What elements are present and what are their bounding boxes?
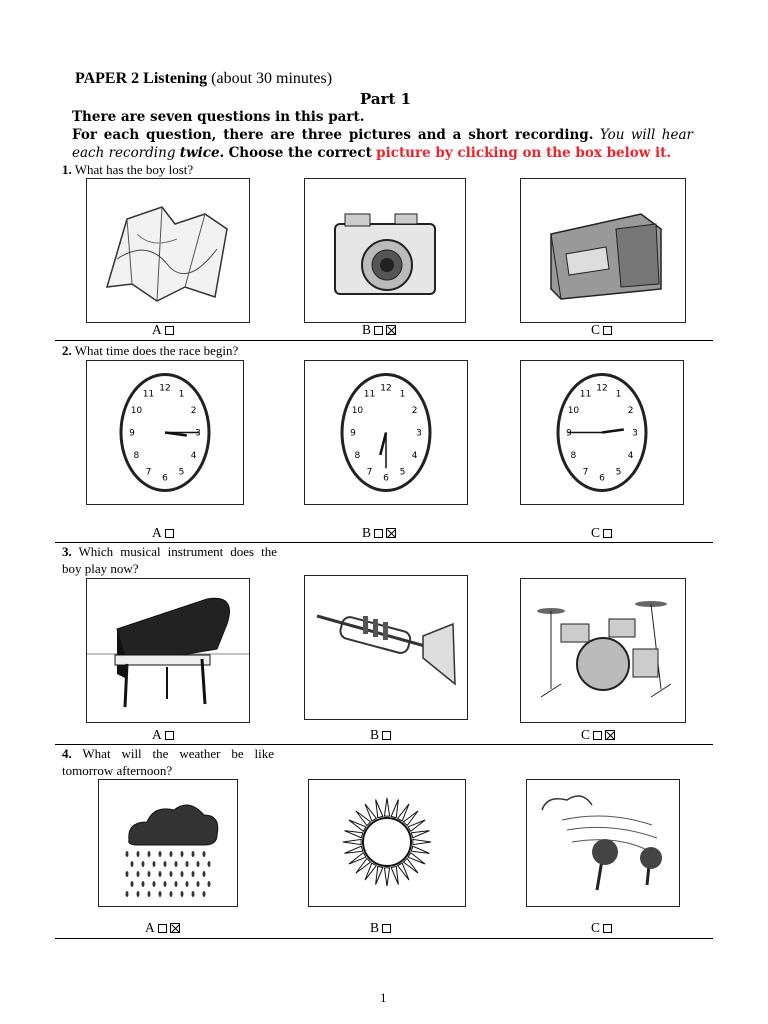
camera-icon [305, 179, 465, 322]
option-a-checkbox[interactable]: A [152, 322, 174, 338]
instruction-count: There are seven questions in this part. [72, 109, 365, 125]
wallet-icon [521, 179, 685, 322]
option-c-picture [526, 779, 680, 907]
svg-text:4: 4 [627, 451, 634, 461]
option-c-picture [520, 578, 686, 723]
clock-icon [305, 361, 467, 504]
svg-text:2: 2 [190, 406, 197, 416]
clock-icon [87, 361, 243, 504]
svg-text:1: 1 [615, 389, 622, 400]
svg-text:5: 5 [615, 467, 622, 478]
map-icon [87, 179, 249, 322]
paper-title: PAPER 2 Listening (about 30 minutes) [75, 70, 333, 87]
option-b-checkbox[interactable]: B [362, 525, 396, 541]
option-c-checkbox[interactable]: C [591, 525, 612, 541]
option-b-checkbox[interactable]: B [370, 920, 391, 936]
svg-text:6: 6 [383, 473, 389, 484]
svg-text:2: 2 [627, 406, 634, 416]
piano-icon [87, 579, 249, 722]
option-b-picture [304, 360, 468, 505]
option-c-checkbox[interactable]: C [591, 920, 612, 936]
divider [55, 340, 713, 341]
option-a-picture [86, 360, 244, 505]
clock-icon [521, 361, 683, 504]
option-a-picture [86, 178, 250, 323]
svg-text:3: 3 [632, 428, 638, 439]
divider [55, 938, 713, 939]
svg-text:2: 2 [411, 406, 418, 416]
question-2: 2. What time does the race begin? [62, 343, 239, 358]
instruction-main: For each question, there are three pictures and a short recording. You will hear each recording twice. Choose the correct picture by clicking on the box below it. [72, 127, 693, 161]
page-number: 1 [380, 990, 387, 1005]
svg-text:3: 3 [416, 428, 422, 439]
svg-text:1: 1 [178, 389, 185, 400]
option-b-checkbox[interactable]: B [370, 727, 391, 743]
svg-text:12: 12 [380, 383, 392, 394]
svg-text:1: 1 [399, 389, 406, 400]
svg-text:11: 11 [142, 389, 155, 400]
svg-text:10: 10 [130, 406, 143, 416]
option-a-checkbox[interactable]: A [145, 920, 180, 936]
svg-text:7: 7 [582, 467, 589, 478]
option-c-checkbox[interactable]: C [581, 727, 615, 743]
svg-text:9: 9 [129, 428, 135, 439]
option-a-checkbox[interactable]: A [152, 525, 174, 541]
question-4: 4. What will the weather be like tomorrow afternoon? [62, 746, 274, 778]
svg-text:10: 10 [567, 406, 580, 416]
option-b-picture [308, 779, 466, 907]
svg-text:4: 4 [190, 451, 197, 461]
svg-text:12: 12 [596, 383, 608, 394]
svg-text:7: 7 [145, 467, 152, 478]
svg-text:10: 10 [351, 406, 364, 416]
sun-icon [309, 780, 465, 906]
option-b-picture [304, 575, 468, 720]
question-3: 3. Which musical instrument does the boy play now? [62, 544, 277, 576]
question-1: 1. What has the boy lost? [62, 162, 194, 177]
option-a-picture [98, 779, 238, 907]
svg-text:12: 12 [159, 383, 171, 394]
option-c-checkbox[interactable]: C [591, 322, 612, 338]
svg-text:3: 3 [195, 428, 201, 439]
option-c-picture [520, 360, 684, 505]
svg-text:6: 6 [162, 473, 168, 484]
svg-text:8: 8 [354, 451, 361, 461]
svg-text:11: 11 [363, 389, 376, 400]
svg-text:9: 9 [566, 428, 572, 439]
svg-text:5: 5 [399, 467, 406, 478]
svg-text:8: 8 [570, 451, 577, 461]
svg-text:11: 11 [579, 389, 592, 400]
option-a-checkbox[interactable]: A [152, 727, 174, 743]
option-b-picture [304, 178, 466, 323]
rain-icon [99, 780, 237, 906]
wind-icon [527, 780, 679, 906]
svg-text:5: 5 [178, 467, 185, 478]
svg-text:9: 9 [350, 428, 356, 439]
part-heading: Part 1 [360, 90, 412, 108]
trumpet-icon [305, 576, 467, 719]
option-b-checkbox[interactable]: B [362, 322, 396, 338]
option-a-picture [86, 578, 250, 723]
svg-text:4: 4 [411, 451, 418, 461]
option-c-picture [520, 178, 686, 323]
svg-text:8: 8 [133, 451, 140, 461]
svg-text:6: 6 [599, 473, 605, 484]
drums-icon [521, 579, 685, 722]
svg-text:7: 7 [366, 467, 373, 478]
